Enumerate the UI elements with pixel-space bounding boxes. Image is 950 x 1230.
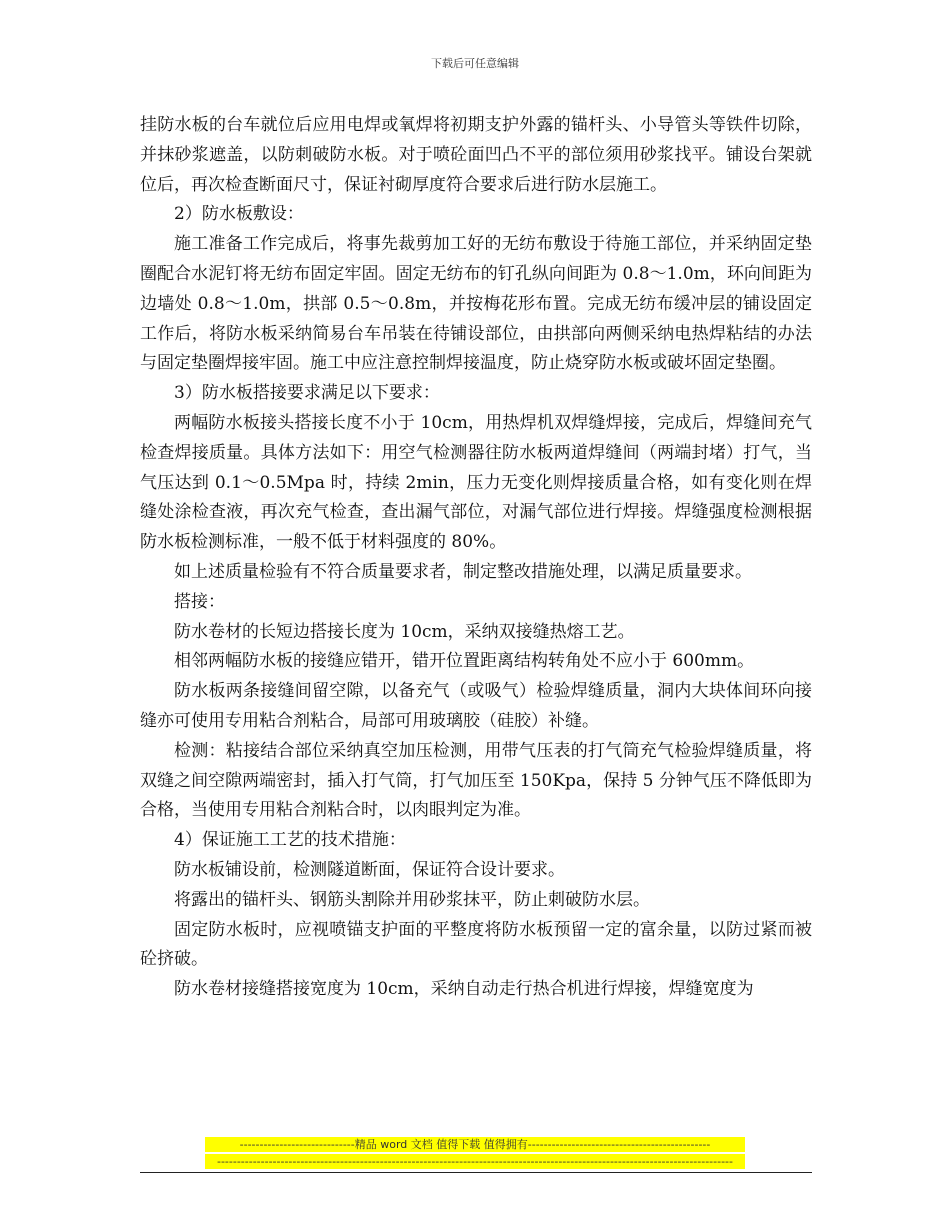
paragraph: 防水板铺设前，检测隧道断面，保证符合设计要求。 xyxy=(174,859,565,880)
paragraph: 防水卷材的长短边搭接长度为 10cm，采纳双接缝热熔工艺。 xyxy=(174,621,635,642)
paragraph: 防水板两条接缝间留空隙，以备充气（或吸气）检验焊缝质量，洞内大块体间环向接缝亦可使用专用粘合剂粘合，局部可用玻璃胶（硅胶）补缝。 xyxy=(140,681,812,731)
footer-divider xyxy=(140,1172,812,1173)
paragraph: 两幅防水板接头搭接长度不小于 10cm，用热焊机双焊缝焊接，完成后，焊缝间充气检查焊接质量。具体方法如下：用空气检测器往防水板两道焊缝间（两端封堵）打气，当气压达到 0.1～0.5Mpa 时，持续 2min，压力无变化则焊接质量合格，如有变化则在焊缝处涂检查液，再次充气检查，查出漏气部位，对漏气部位进行焊接。焊缝强度检测根据防水板检测标准，一般不低于材料强度的 80%。 xyxy=(140,412,812,553)
paragraph: 检测：粘接结合部位采纳真空加压检测，用带气压表的打气筒充气检验焊缝质量，将双缝之间空隙两端密封，插入打气筒，打气加压至 150Kpa，保持 5 分钟气压不降低即为合格，当使用专用粘合剂粘合时，以肉眼判定为准。 xyxy=(140,740,812,821)
section-heading-3: 3）防水板搭接要求满足以下要求： xyxy=(174,383,440,404)
subheading-lap-joint: 搭接： xyxy=(174,591,225,612)
paragraph: 固定防水板时，应视喷锚支护面的平整度将防水板预留一定的富余量，以防过紧而被砼挤破。 xyxy=(140,919,812,970)
paragraph: 将露出的锚杆头、钢筋头割除并用砂浆抹平，防止刺破防水层。 xyxy=(174,889,650,910)
paragraph: 施工准备工作完成后，将事先裁剪加工好的无纺布敷设于待施工部位，并采纳固定垫圈配合水泥钉将无纺布固定牢固。固定无纺布的钉孔纵向间距为 0.8～1.0m，环向间距为边墙处 0.8～1.0m，拱部 0.5～0.8m，并按梅花形布置。完成无纺布缓冲层的铺设固定工作后，将防水板采纳简易台车吊装在待铺设部位，由拱部向两侧采纳电热焊粘结的办法与固定垫圈焊接牢固。施工中应注意控制焊接温度，防止烧穿防水板或破坏固定垫圈。 xyxy=(140,234,812,374)
paragraph: 防水卷材接缝搭接宽度为 10cm，采纳自动走行热合机进行焊接，焊缝宽度为 xyxy=(174,979,754,1000)
paragraph: 相邻两幅防水板的接缝应错开，错开位置距离结构转角处不应小于 600mm。 xyxy=(174,651,755,672)
paragraph: 如上述质量检验有不符合质量要求者，制定整改措施处理，以满足质量要求。 xyxy=(174,561,752,582)
footer-banner-text: -----------------------------精品 word 文档 值得下载 值得拥有---------------------------------------------- xyxy=(205,1137,745,1152)
footer-banner-dashes: ---------------------------------------------------------------------------------------------------------------------------------- xyxy=(205,1154,745,1169)
document-body xyxy=(140,111,812,1005)
section-heading-2: 2）防水板敷设： xyxy=(174,204,304,225)
page-header-note: 下载后可任意编辑 xyxy=(431,57,519,70)
paragraph: 挂防水板的台车就位后应用电焊或氧焊将初期支护外露的锚杆头、小导管头等铁件切除，并抹砂浆遮盖，以防刺破防水板。对于喷砼面凹凸不平的部位须用砂浆找平。铺设台架就位后，再次检查断面尺寸，保证衬砌厚度符合要求后进行防水层施工。 xyxy=(140,115,812,195)
section-heading-4: 4）保证施工工艺的技术措施： xyxy=(174,830,406,851)
